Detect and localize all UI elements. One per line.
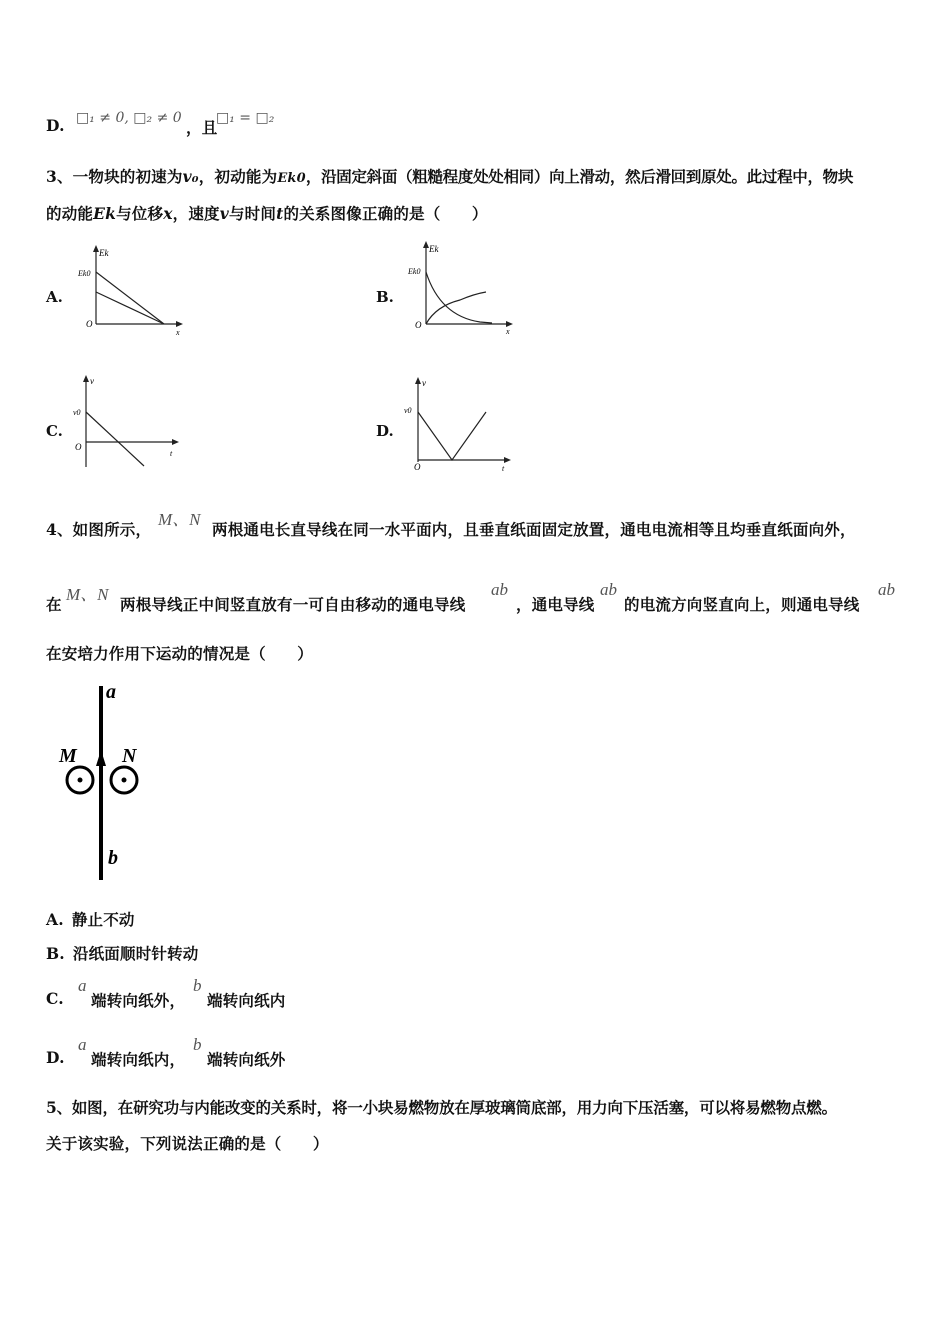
q3-v0: v₀ <box>182 167 199 186</box>
q4-stem-prefix: 4、如图所示， <box>46 520 152 539</box>
y-label: Ek <box>99 248 109 258</box>
q4-option-c-text2: 端转向纸内 <box>207 991 286 1010</box>
label-n: N <box>122 745 137 767</box>
q4-option-d-text1: 端转向纸内， <box>91 1050 186 1069</box>
x-axis-arrow <box>504 457 511 463</box>
q2-option-d-formula: □₁ ≠ 0, □₂ ≠ 0 <box>76 110 182 126</box>
q4-mn-1: M、N <box>158 510 201 529</box>
q5-stem-line1: 5、如图，在研究功与内能改变的关系时，将一小块易燃物放在厚玻璃筒底部，用力向下压活塞，可以将易燃物点燃。 <box>46 1098 837 1117</box>
q4-option-c-var2: b <box>193 976 202 995</box>
q2-option-d-label: D. <box>46 116 65 135</box>
q4-option-a <box>46 908 135 930</box>
q4-option-c-text1: 端转向纸外， <box>91 991 186 1010</box>
wire-m-dot <box>78 778 83 783</box>
curve-down <box>96 292 164 324</box>
curve-up <box>426 272 492 323</box>
q3-text: 与位移 <box>116 204 164 223</box>
y-label: Ek <box>429 244 439 254</box>
label-a: a <box>106 681 116 703</box>
q3-text: ，速度 <box>172 204 220 223</box>
wire-n-dot <box>122 778 127 783</box>
q4-stem-line2b: 两根导线正中间竖直放有一可自由移动的通电导线 <box>120 595 466 614</box>
q3-v: v <box>219 204 229 223</box>
q3-graph-c <box>72 370 192 470</box>
velocity-line <box>418 412 486 460</box>
q3-option-a-label: A. <box>46 288 63 306</box>
q5-stem-line2: 关于该实验，下列说法正确的是（ ） <box>46 1134 329 1153</box>
q4-option-c-label: C. <box>46 989 64 1008</box>
q4-figure <box>56 680 166 886</box>
q3-text: ，初动能为 <box>198 167 278 186</box>
y-label: v <box>422 378 426 388</box>
origin-label: O <box>414 462 421 472</box>
q4-ab-2: ab <box>600 580 617 599</box>
x-axis-arrow <box>172 439 179 445</box>
q3-text: 与时间 <box>228 204 277 223</box>
q4-mn-2: M、N <box>66 585 109 604</box>
q3-text: 的动能 <box>46 204 94 223</box>
q2-option-d <box>46 116 65 135</box>
q3-graph-b <box>402 236 522 336</box>
q3-stem-line2 <box>46 202 488 224</box>
y0-label: v0 <box>404 406 412 415</box>
q4-option-d-var1: a <box>78 1035 87 1054</box>
q3-graph-d <box>402 372 522 472</box>
q3-option-d-label: D. <box>376 422 394 440</box>
q4-stem-line2a: 在 <box>46 595 62 614</box>
origin-label: O <box>415 320 422 330</box>
curve-down <box>426 292 486 324</box>
q3-graph-a <box>72 242 192 338</box>
q3-text: 的关系图像正确的是（ ） <box>283 204 488 223</box>
q4-option-a-text: 静止不动 <box>71 910 135 929</box>
q3-text: ，沿固定斜面（粗糙程度处处相同）向上滑动，然后滑回到原处。此过程中，物块 <box>305 167 854 186</box>
x-axis-arrow <box>176 321 183 327</box>
q3-text: 3、一物块的初速为 <box>46 167 183 186</box>
q4-option-d-label: D. <box>46 1048 65 1067</box>
q3-x: x <box>163 204 173 223</box>
q2-option-d-conj: ，且 <box>186 118 218 137</box>
q3-option-b-label: B. <box>376 288 394 306</box>
q4-option-d-text2: 端转向纸外 <box>207 1050 286 1069</box>
y0-label: Ek0 <box>408 267 421 276</box>
x-label: t <box>502 464 505 472</box>
q4-stem-line2d: 的电流方向竖直向上，则通电导线 <box>624 595 860 614</box>
q2-option-d-formula2: □₁ = □₂ <box>216 110 275 126</box>
q4-stem-line2c: ，通电导线 <box>516 595 595 614</box>
label-m: M <box>59 745 77 767</box>
curve-up <box>96 272 164 324</box>
x-label: t <box>170 449 173 458</box>
q4-option-d-var2: b <box>193 1035 202 1054</box>
y-axis-arrow <box>415 377 421 384</box>
origin-label: O <box>75 442 82 452</box>
q4-stem-line3: 在安培力作用下运动的情况是（ ） <box>46 644 313 663</box>
x-label: x <box>506 327 510 336</box>
y-axis-arrow <box>83 375 89 382</box>
q4-option-b-text: 沿纸面顺时针转动 <box>72 944 199 963</box>
velocity-line <box>86 412 144 466</box>
y0-label: v0 <box>73 408 81 417</box>
y-label: v <box>90 376 94 386</box>
q3-option-c-label: C. <box>46 422 63 440</box>
q4-option-b-label: B. <box>46 944 65 963</box>
q4-option-b <box>46 942 199 964</box>
q3-t: t <box>276 204 284 223</box>
y0-label: Ek0 <box>78 269 91 278</box>
q4-stem-line1: 两根通电长直导线在同一水平面内，且垂直纸面固定放置，通电电流相等且均垂直纸面向外， <box>212 520 856 539</box>
q3-ek0: Ek0 <box>277 171 306 186</box>
q4-ab-3: ab <box>878 580 895 599</box>
x-label: x <box>176 328 180 337</box>
q3-ek: Ek <box>93 204 117 223</box>
q4-option-a-label: A. <box>46 910 64 929</box>
q4-option-c-var1: a <box>78 976 87 995</box>
label-b: b <box>108 847 118 869</box>
q4-ab-1: ab <box>491 580 508 599</box>
current-arrow-icon <box>96 750 106 766</box>
q3-stem-line1 <box>46 165 853 187</box>
origin-label: O <box>86 319 93 329</box>
